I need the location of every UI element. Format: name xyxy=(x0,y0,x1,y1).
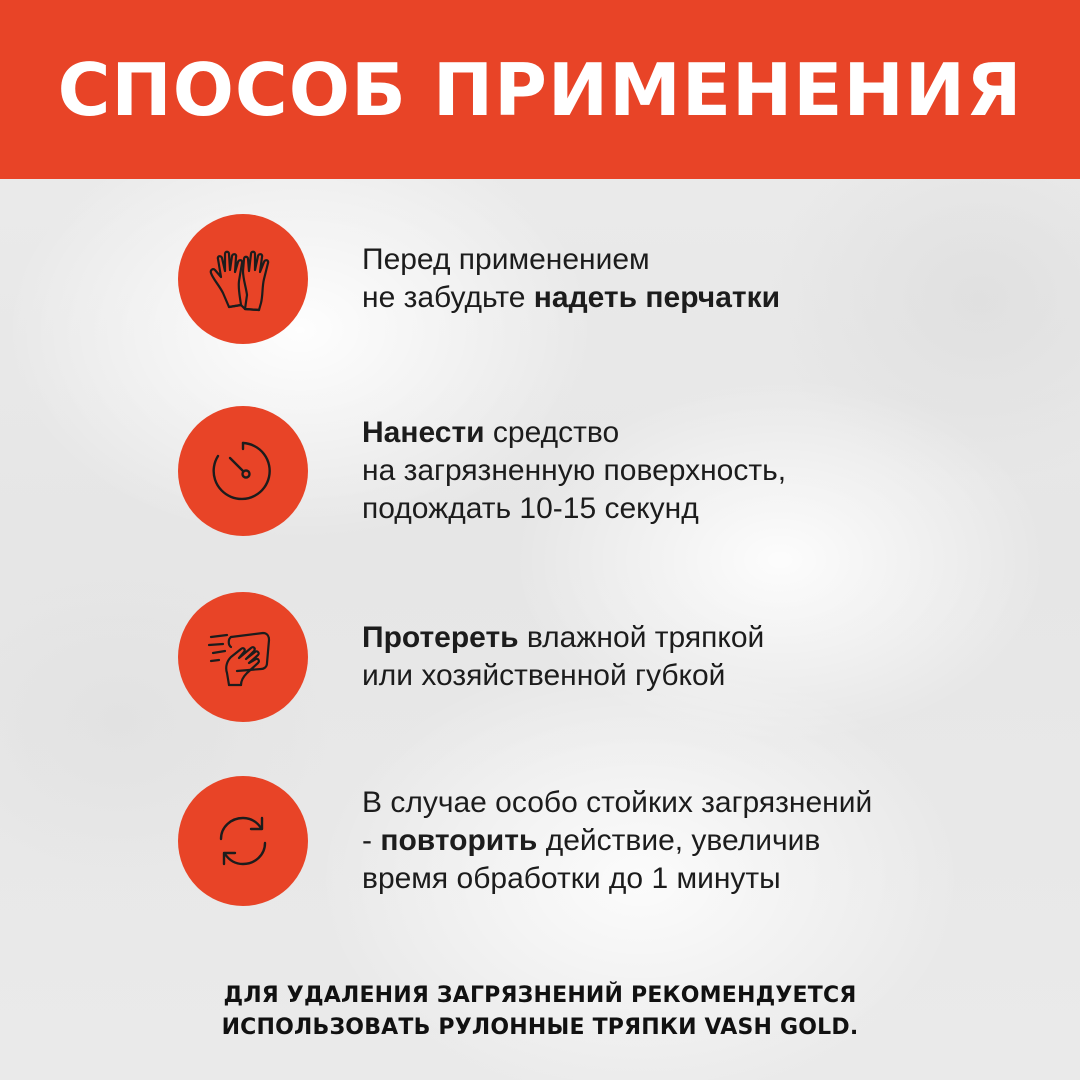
step-3-line-1-normal: влажной тряпкой xyxy=(518,621,765,654)
step-4-line-2-bold: повторить xyxy=(380,824,538,857)
step-icon-circle xyxy=(178,406,308,536)
step-3-line-2: или хозяйственной губкой xyxy=(362,659,726,692)
step-2-line-2: на загрязненную поверхность, xyxy=(362,454,787,487)
repeat-arrows-icon xyxy=(201,799,285,883)
step-icon-circle xyxy=(178,592,308,722)
timer-icon xyxy=(201,429,285,513)
step-1-line-2 xyxy=(362,279,780,317)
step-2-text xyxy=(362,414,786,528)
hand-wiping-cloth-icon xyxy=(201,615,285,699)
step-icon-circle xyxy=(178,776,308,906)
step-2-line-3: подождать 10-15 секунд xyxy=(362,492,699,525)
step-3-line-1-bold: Протереть xyxy=(362,621,519,654)
step-2-line-1-normal: средство xyxy=(484,416,620,449)
step-4-line-2-prefix: - xyxy=(362,824,381,857)
step-gloves xyxy=(178,214,1038,344)
step-wipe xyxy=(178,592,1038,722)
footer-line-1: ДЛЯ УДАЛЕНИЯ ЗАГРЯЗНЕНИЙ РЕКОМЕНДУЕТСЯ xyxy=(223,983,857,1008)
step-repeat xyxy=(178,776,1038,906)
step-4-line-1: В случае особо стойких загрязнений xyxy=(362,786,873,819)
step-icon-circle xyxy=(178,214,308,344)
footer-line-2: ИСПОЛЬЗОВАТЬ РУЛОННЫЕ ТРЯПКИ VASH GOLD. xyxy=(221,1015,859,1040)
step-4-line-2 xyxy=(362,822,872,860)
step-timer xyxy=(178,406,1038,536)
step-4-text xyxy=(362,784,872,898)
step-2-line-1-bold: Нанести xyxy=(362,416,485,449)
step-1-line-2-bold: надеть перчатки xyxy=(533,281,781,314)
page-title: СПОСОБ ПРИМЕНЕНИЯ xyxy=(57,47,1023,132)
step-3-line-1 xyxy=(362,619,764,657)
header-banner xyxy=(0,0,1080,179)
step-3-text xyxy=(362,619,764,695)
step-2-line-1 xyxy=(362,414,786,452)
step-1-text xyxy=(362,241,780,317)
gloves-icon xyxy=(201,237,285,321)
step-4-line-3: время обработки до 1 минуты xyxy=(362,862,781,895)
step-1-line-1: Перед применением xyxy=(362,243,650,276)
step-1-line-2-normal: не забудьте xyxy=(362,281,534,314)
step-4-line-2-normal: действие, увеличив xyxy=(537,824,821,857)
footer-note xyxy=(0,980,1080,1044)
